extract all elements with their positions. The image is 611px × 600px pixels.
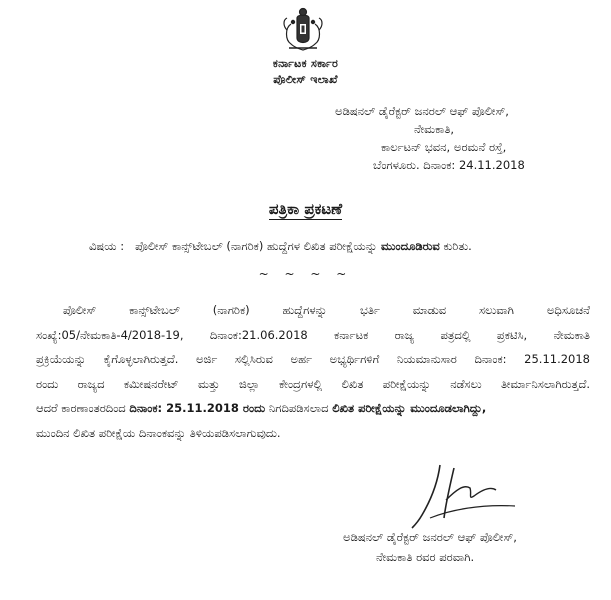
body-line: ಮುಂದಿನ ಲಿಖಿತ ಪರೀಕ್ಷೆಯ ದಿನಾಂಕವನ್ನು ತಿಳಿಯಪಡಿಸಲಾಗುವುದು. bbox=[36, 425, 281, 440]
signature-image bbox=[410, 460, 520, 530]
address-date-line: ಬೆಂಗಳೂರು. ದಿನಾಂಕ: 24.11.2018 bbox=[373, 158, 525, 172]
body-line: ರಂದು ರಾಜ್ಯದ ಕಮೀಷನರೇಟ್ ಮತ್ತು ಜಿಲ್ಲಾ ಕೇಂದ್ರಗಳಲ್ಲಿ ಲಿಖಿತ ಪರೀಕ್ಷೆಯನ್ನು ನಡೆಸಲು ತೀರ್ಮಾನಿಸಲಾಗಿರುತ್ತದೆ. bbox=[36, 376, 590, 391]
subject-line bbox=[89, 239, 589, 254]
subject-text-end: ಕುರಿತು. bbox=[443, 239, 472, 253]
body-paragraph bbox=[36, 298, 590, 445]
department-name: ಪೊಲೀಸ್ ಇಲಾಖೆ bbox=[273, 73, 338, 86]
body-line: ಸಂಖ್ಯೆ:05/ನೇಮಕಾತಿ-4/2018-19, ದಿನಾಂಕ:21.06.2018 ಕರ್ನಾಟಕ ರಾಜ್ಯ ಪತ್ರದಲ್ಲಿ ಪ್ರಕಟಿಸಿ, ನೇಮಕಾತಿ bbox=[36, 327, 590, 342]
postponed-notice: ಲಿಖಿತ ಪರೀಕ್ಷೆಯನ್ನು ಮುಂದೂಡಲಾಗಿದ್ದು, bbox=[332, 401, 487, 415]
body-text: ನಿಗದಿಪಡಿಸಲಾದ bbox=[268, 401, 329, 415]
address-line: ಕಾರ್ಲಟನ್ ಭವನ, ಅರಮನೆ ರಸ್ತೆ, bbox=[381, 140, 507, 154]
separator: ~ ~ ~ ~ bbox=[258, 267, 353, 281]
address-line: ಅಡಿಷನಲ್ ಡೈರೆಕ್ಟರ್ ಜನರಲ್ ಆಫ್ ಪೊಲೀಸ್, bbox=[335, 104, 509, 118]
signatory-title: ಅಡಿಷನಲ್ ಡೈರೆಕ್ಟರ್ ಜನರಲ್ ಆಫ್ ಪೊಲೀಸ್, bbox=[343, 530, 517, 544]
signatory-subtitle: ನೇಮಕಾತಿ ರವರ ಪರವಾಗಿ. bbox=[376, 550, 475, 564]
document-title-wrap bbox=[0, 200, 611, 218]
postponed-date: ದಿನಾಂಕ: 25.11.2018 ರಂದು bbox=[129, 401, 266, 415]
subject-text: ಪೊಲೀಸ್ ಕಾನ್ಸ್‌ಟೇಬಲ್ (ನಾಗರಿಕ) ಹುದ್ದೆಗಳ ಲಿಖಿತ ಪರೀಕ್ಷೆಯನ್ನು bbox=[135, 239, 378, 253]
body-line: ಪೊಲೀಸ್ ಕಾನ್ಸ್‌ಟೇಬಲ್ (ನಾಗರಿಕ) ಹುದ್ದೆಗಳನ್ನು ಭರ್ತಿ ಮಾಡುವ ಸಲುವಾಗಿ ಅಧಿಸೂಚನೆ bbox=[63, 303, 590, 317]
signatory-block bbox=[343, 527, 583, 567]
address-line: ನೇಮಕಾತಿ, bbox=[414, 122, 455, 136]
subject-label: ವಿಷಯ : bbox=[89, 239, 125, 253]
sender-address bbox=[300, 102, 560, 174]
body-text: ಆದರೆ ಕಾರಣಾಂತರದಿಂದ bbox=[36, 401, 126, 415]
karnataka-emblem-icon bbox=[277, 4, 329, 56]
government-name: ಕರ್ನಾಟಕ ಸರ್ಕಾರ bbox=[272, 57, 339, 70]
body-line-highlight bbox=[36, 396, 590, 421]
document-title: ಪತ್ರಿಕಾ ಪ್ರಕಟಣೆ bbox=[268, 200, 343, 218]
body-line: ಪ್ರಕ್ರಿಯೆಯನ್ನು ಕೈಗೊಳ್ಳಲಾಗಿರುತ್ತದೆ. ಅರ್ಜಿ ಸಲ್ಲಿಸಿರುವ ಅರ್ಹ ಅಭ್ಯರ್ಥಿಗಳಿಗೆ ನಿಯಮಾನುಸಾರ ದಿನಾಂಕ: 25.11.2018 bbox=[36, 352, 590, 366]
subject-bold-text: ಮುಂದೂಡಿರುವ bbox=[380, 239, 440, 253]
